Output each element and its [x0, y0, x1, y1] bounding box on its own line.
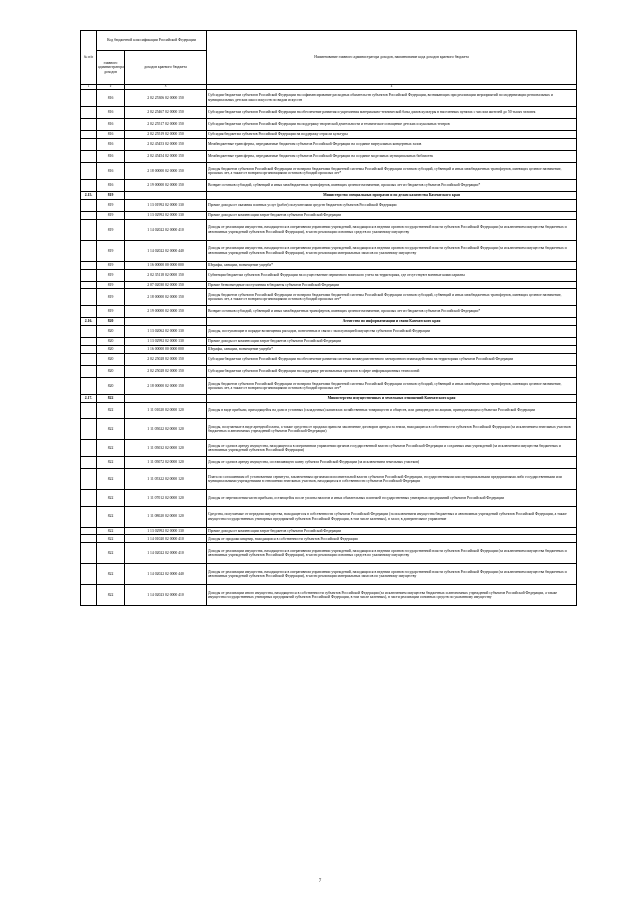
row-admin-code: 822 [97, 543, 125, 564]
row-revenue-code: 1 13 02992 02 0000 130 [125, 211, 207, 219]
row-revenue-code: 1 13 01992 02 0000 130 [125, 199, 207, 211]
row-number [81, 179, 97, 191]
table-row [81, 281, 577, 289]
table-row [81, 106, 577, 118]
row-revenue-code: 1 11 05072 02 0000 120 [125, 456, 207, 468]
table-row [81, 346, 577, 354]
table-row [81, 366, 577, 378]
row-number: 2.15. [81, 191, 97, 199]
row-admin-code: 816 [97, 106, 125, 118]
index-cell: 4 [207, 85, 577, 90]
row-revenue-code: 1 16 00000 00 0000 000 [125, 346, 207, 354]
table-header [81, 31, 577, 90]
row-name: Прочие доходы от компенсации затрат бюджетов субъектов Российской Федерации [207, 338, 577, 346]
table-row [81, 138, 577, 150]
row-admin-code: 822 [97, 527, 125, 535]
index-cell: 1 [81, 85, 97, 90]
row-revenue-code: 2 02 25517 02 0000 150 [125, 118, 207, 130]
row-admin-code: 819 [97, 240, 125, 261]
row-revenue-code: 1 11 08020 02 0000 120 [125, 506, 207, 527]
table-row [81, 353, 577, 365]
row-number [81, 378, 97, 395]
row-revenue-code: 1 11 01020 02 0000 120 [125, 402, 207, 419]
row-admin-code: 820 [97, 378, 125, 395]
row-admin-code: 822 [97, 394, 125, 402]
row-revenue-code: 2 18 00000 02 0000 150 [125, 289, 207, 306]
row-revenue-code: 2 02 25028 02 0000 150 [125, 353, 207, 365]
row-admin-code: 819 [97, 306, 125, 318]
table-row [81, 163, 577, 180]
table-row [81, 130, 577, 138]
row-name: Доходы бюджетов субъектов Российской Федерации от возврата бюджетами бюджетной системы Российской Федерации остатков субсидий, субвенций и иных межбюджетных трансфертов, имеющих целевое назначение, прошлых лет, а также от возврата организациями остатков субсидий прошлых лет* [207, 163, 577, 180]
row-admin-code: 820 [97, 338, 125, 346]
row-revenue-code: 1 13 02062 02 0000 130 [125, 326, 207, 338]
row-name: Субсидии бюджетам субъектов Российской Федерации на поддержку региональных проектов в сфере информационных технологий [207, 366, 577, 378]
row-admin-code: 820 [97, 326, 125, 338]
table-row [81, 456, 577, 468]
row-admin-code: 822 [97, 468, 125, 489]
row-revenue-code: 2 07 02030 02 0000 150 [125, 281, 207, 289]
row-admin-code: 819 [97, 191, 125, 199]
row-name: Доходы в виде прибыли, приходящейся на доли в уставных (складочных) капиталах хозяйственных товариществ и обществ, или дивидендов по акциям, принадлежащим субъектам Российской Федерации [207, 402, 577, 419]
row-revenue-code: 2 19 00000 02 0000 150 [125, 306, 207, 318]
row-number [81, 118, 97, 130]
row-name: Прочие доходы от компенсации затрат бюджетов субъектов Российской Федерации [207, 527, 577, 535]
row-number [81, 419, 97, 440]
row-revenue-code [125, 394, 207, 402]
row-number [81, 130, 97, 138]
row-revenue-code: 1 13 02992 02 0000 130 [125, 527, 207, 535]
row-number [81, 219, 97, 240]
table-row [81, 338, 577, 346]
row-name: Субсидия бюджетам субъектов Российской Федерации на поддержку отрасли культуры [207, 130, 577, 138]
row-name: Доходы от продажи квартир, находящихся в собственности субъектов Российской Федерации [207, 535, 577, 543]
row-name: Доходы от реализации имущества, находящегося в оперативном управлении учреждений, находящихся в ведении органов государственной власти субъектов Российской Федерации (за исключением имущества бюджетных и автономных учреждений субъектов Российской Федерации), в части реализации основных средств по указанному имуществу [207, 219, 577, 240]
section-row [81, 394, 577, 402]
table-row [81, 150, 577, 162]
row-number [81, 338, 97, 346]
row-admin-code: 816 [97, 118, 125, 130]
table-row [81, 564, 577, 585]
table-row [81, 219, 577, 240]
row-name: Средства, получаемые от передачи имущества, находящегося в собственности субъектов Российской Федерации (за исключением имущества бюджетных и автономных учреждений субъектов Российской Федерации, а также имущества государственных унитарных предприятий субъектов Российской Федерации, в том числе казенных), в залог, в доверительное управление [207, 506, 577, 527]
section-row [81, 191, 577, 199]
row-name: Возврат остатков субсидий, субвенций и иных межбюджетных трансфертов, имеющих целевое назначение, прошлых лет из бюджетов субъектов Российской Федерации* [207, 306, 577, 318]
index-cell: 2 [97, 85, 125, 90]
row-admin-code: 822 [97, 419, 125, 440]
table-row [81, 535, 577, 543]
row-number [81, 269, 97, 281]
row-admin-code: 822 [97, 506, 125, 527]
row-admin-code: 822 [97, 402, 125, 419]
row-name: Доходы, получаемые в виде арендной платы, а также средства от продажи права на заключение договоров аренды за земли, находящиеся в собственности субъектов Российской Федерации (за исключением земельных участков бюджетных и автономных учреждений субъектов Российской Федерации) [207, 419, 577, 440]
row-admin-code: 816 [97, 90, 125, 107]
table-row [81, 527, 577, 535]
row-revenue-code: 1 16 00000 00 0000 000 [125, 261, 207, 269]
table-row [81, 543, 577, 564]
row-name: Доходы от сдачи в аренду имущества, находящегося в оперативном управлении органов государственной власти субъектов Российской Федерации и созданных ими учреждений (за исключением имущества бюджетных и автономных учреждений субъектов Российской Федерации) [207, 440, 577, 457]
table-row [81, 289, 577, 306]
row-admin-code: 816 [97, 138, 125, 150]
row-revenue-code: 2 02 25028 02 0000 150 [125, 366, 207, 378]
row-name: Субсидии бюджетам субъектов Российской Федерации на поддержку творческой деятельности и техническое оснащение детских и кукольных театров [207, 118, 577, 130]
header-admin-code: главного администратора доходов [97, 51, 125, 85]
row-name: Субсидии бюджетам субъектов Российской Федерации на софинансирование расходных обязательств субъектов Российской Федерации, возникающих при реализации мероприятий по модернизации региональных и муниципальных детских школ искусств по видам искусств [207, 90, 577, 107]
row-name: Доходы от реализации имущества, находящегося в оперативном управлении учреждений, находящихся в ведении органов государственной власти субъектов Российской Федерации (за исключением имущества бюджетных и автономных учреждений субъектов Российской Федерации), в части реализации материальных запасов по указанному имуществу [207, 240, 577, 261]
row-name: Штрафы, санкции, возмещение ущерба* [207, 261, 577, 269]
row-number [81, 240, 97, 261]
row-name: Субсидии бюджетам субъектов Российской Федерации на обеспечение развития и укрепления материально-технической базы домов культуры в населенных пунктах с числом жителей до 50 тысяч человек [207, 106, 577, 118]
row-number [81, 90, 97, 107]
table-row [81, 90, 577, 107]
row-revenue-code: 1 14 01020 02 0000 410 [125, 535, 207, 543]
table-row [81, 179, 577, 191]
row-name: Доходы бюджетов субъектов Российской Федерации от возврата бюджетами бюджетной системы Российской Федерации остатков субсидий, субвенций и иных межбюджетных трансфертов, имеющих целевое назначение, прошлых лет, а также от возврата организациями остатков субсидий прошлых лет* [207, 289, 577, 306]
table-row [81, 211, 577, 219]
table-row [81, 468, 577, 489]
row-name: Доходы бюджетов субъектов Российской Федерации от возврата бюджетами бюджетной системы Российской Федерации остатков субсидий, субвенций и иных межбюджетных трансфертов, имеющих целевое назначение, прошлых лет, а также от возврата организациями остатков субсидий прошлых лет* [207, 378, 577, 395]
row-name: Субсидии бюджетам субъектов Российской Федерации на обеспечение развития системы межведомственного электронного взаимодействия на территориях субъектов Российской Федерации [207, 353, 577, 365]
row-revenue-code: 1 14 02022 02 0000 410 [125, 543, 207, 564]
header-name: Наименование главного администратора доходов, наименование кода доходов краевого бюджета [207, 31, 577, 85]
table-row [81, 261, 577, 269]
row-revenue-code: 1 11 05322 02 0000 120 [125, 468, 207, 489]
row-name: Доходы, поступающие в порядке возмещения расходов, понесенных в связи с эксплуатацией имущества субъектов Российской Федерации [207, 326, 577, 338]
row-number: 2.16. [81, 318, 97, 326]
revenue-codes-table [80, 30, 577, 606]
row-name: Субвенции бюджетам субъектов Российской Федерации на осуществление первичного воинского учета на территориях, где отсутствуют военные комиссариаты [207, 269, 577, 281]
index-cell: 3 [125, 85, 207, 90]
row-number [81, 199, 97, 211]
row-number [81, 138, 97, 150]
row-admin-code: 816 [97, 179, 125, 191]
row-revenue-code: 1 11 07012 02 0000 120 [125, 489, 207, 506]
row-admin-code: 822 [97, 564, 125, 585]
row-admin-code: 822 [97, 440, 125, 457]
row-number [81, 150, 97, 162]
row-revenue-code: 2 02 45454 02 0000 150 [125, 150, 207, 162]
row-revenue-code: 2 02 35118 02 0000 150 [125, 269, 207, 281]
row-revenue-code: 2 02 45453 02 0000 150 [125, 138, 207, 150]
row-name: Возврат остатков субсидий, субвенций и иных межбюджетных трансфертов, имеющих целевое назначение, прошлых лет из бюджетов субъектов Российской Федерации* [207, 179, 577, 191]
row-name: Межбюджетные трансферты, передаваемые бюджетам субъектов Российской Федерации на создание модельных муниципальных библиотек [207, 150, 577, 162]
row-admin-code: 822 [97, 456, 125, 468]
row-admin-code: 820 [97, 318, 125, 326]
row-number [81, 527, 97, 535]
table-row [81, 419, 577, 440]
row-number [81, 289, 97, 306]
row-number [81, 346, 97, 354]
row-revenue-code: 1 14 02022 02 0000 440 [125, 564, 207, 585]
row-number [81, 306, 97, 318]
table-row [81, 118, 577, 130]
row-number [81, 564, 97, 585]
header-classification-group: Код бюджетной классификации Российской Федерации [97, 31, 207, 51]
row-revenue-code: 1 11 05032 02 0000 120 [125, 440, 207, 457]
row-number [81, 440, 97, 457]
table-row [81, 240, 577, 261]
row-admin-code: 819 [97, 289, 125, 306]
row-number [81, 585, 97, 606]
row-revenue-code: 2 02 25306 02 0000 150 [125, 90, 207, 107]
row-admin-code: 820 [97, 366, 125, 378]
row-name: Штрафы, санкции, возмещение ущерба* [207, 346, 577, 354]
row-admin-code: 819 [97, 199, 125, 211]
row-revenue-code: 1 13 02992 02 0000 130 [125, 338, 207, 346]
page-number: 7 [318, 879, 322, 884]
table-row [81, 585, 577, 606]
row-revenue-code: 2 19 00000 02 0000 150 [125, 179, 207, 191]
row-name: Доходы от сдачи в аренду имущества, составляющего казну субъекта Российской Федерации (за исключением земельных участков) [207, 456, 577, 468]
row-name: Министерство имущественных и земельных отношений Камчатского края [207, 394, 577, 402]
row-number [81, 163, 97, 180]
row-name: Плата по соглашениям об установлении сервитута, заключенным органами исполнительной власти субъектов Российской Федерации, государственными или муниципальными предприятиями либо государственными или муниципальными учреждениями в отношении земельных участков, находящихся в собственности субъектов Российской Федерации [207, 468, 577, 489]
table-row [81, 269, 577, 281]
header-revenue-code: доходов краевого бюджета [125, 51, 207, 85]
row-admin-code: 819 [97, 269, 125, 281]
row-admin-code: 819 [97, 261, 125, 269]
row-revenue-code: 2 18 00000 02 0000 150 [125, 378, 207, 395]
row-name: Агентство по информатизации и связи Камчатского края [207, 318, 577, 326]
table-row [81, 378, 577, 395]
row-name: Доходы от перечисления части прибыли, остающейся после уплаты налогов и иных обязательных платежей государственных унитарных предприятий субъектов Российской Федерации [207, 489, 577, 506]
row-number [81, 535, 97, 543]
row-admin-code: 816 [97, 150, 125, 162]
row-revenue-code: 2 02 25467 02 0000 150 [125, 106, 207, 118]
row-revenue-code: 2 02 25519 02 0000 150 [125, 130, 207, 138]
row-admin-code: 819 [97, 211, 125, 219]
row-name: Доходы от реализации иного имущества, находящегося в собственности субъектов Российской Федерации (за исключением имущества бюджетных и автономных учреждений субъектов Российской Федерации, а также имущества государственных унитарных предприятий субъектов Российской Федерации, в том числе казенных), в части реализации основных средств по указанному имуществу [207, 585, 577, 606]
row-revenue-code: 1 14 02022 02 0000 410 [125, 219, 207, 240]
row-admin-code: 816 [97, 163, 125, 180]
row-admin-code: 822 [97, 585, 125, 606]
row-admin-code: 816 [97, 130, 125, 138]
row-revenue-code [125, 191, 207, 199]
row-revenue-code: 1 14 02022 02 0000 440 [125, 240, 207, 261]
row-number [81, 543, 97, 564]
row-number [81, 506, 97, 527]
row-name: Министерство специальных программ и по делам казачества Камчатского края [207, 191, 577, 199]
table-row [81, 199, 577, 211]
row-name: Прочие доходы от оказания платных услуг (работ) получателями средств бюджетов субъектов Российской Федерации [207, 199, 577, 211]
row-revenue-code: 1 11 05022 02 0000 120 [125, 419, 207, 440]
row-name: Доходы от реализации имущества, находящегося в оперативном управлении учреждений, находящихся в ведении органов государственной власти субъектов Российской Федерации (за исключением имущества бюджетных и автономных учреждений субъектов Российской Федерации), в части реализации материальных запасов по указанному имуществу [207, 564, 577, 585]
section-row [81, 318, 577, 326]
row-name: Межбюджетные трансферты, передаваемые бюджетам субъектов Российской Федерации на создание виртуальных концертных залов [207, 138, 577, 150]
table-row [81, 506, 577, 527]
row-number [81, 489, 97, 506]
row-admin-code: 820 [97, 353, 125, 365]
row-name: Прочие безвозмездные поступления в бюджеты субъектов Российской Федерации [207, 281, 577, 289]
row-admin-code: 819 [97, 281, 125, 289]
row-name: Доходы от реализации имущества, находящегося в оперативном управлении учреждений, находящихся в ведении органов государственной власти субъектов Российской Федерации (за исключением имущества бюджетных и автономных учреждений субъектов Российской Федерации), в части реализации основных средств по указанному имуществу [207, 543, 577, 564]
row-number [81, 468, 97, 489]
row-number [81, 353, 97, 365]
table-body [81, 90, 577, 606]
row-name: Прочие доходы от компенсации затрат бюджетов субъектов Российской Федерации [207, 211, 577, 219]
row-revenue-code: 1 14 02023 02 0000 410 [125, 585, 207, 606]
row-number [81, 106, 97, 118]
row-number: 2.17. [81, 394, 97, 402]
table-row [81, 489, 577, 506]
table-row [81, 402, 577, 419]
table-row [81, 440, 577, 457]
row-number [81, 326, 97, 338]
row-number [81, 402, 97, 419]
row-number [81, 211, 97, 219]
row-admin-code: 820 [97, 346, 125, 354]
header-number: № п/п [81, 31, 97, 85]
row-number [81, 366, 97, 378]
row-number [81, 281, 97, 289]
table-row [81, 326, 577, 338]
row-number [81, 456, 97, 468]
row-admin-code: 819 [97, 219, 125, 240]
row-number [81, 261, 97, 269]
row-revenue-code [125, 318, 207, 326]
table-row [81, 306, 577, 318]
row-admin-code: 822 [97, 535, 125, 543]
row-admin-code: 822 [97, 489, 125, 506]
row-revenue-code: 2 18 00000 02 0000 150 [125, 163, 207, 180]
